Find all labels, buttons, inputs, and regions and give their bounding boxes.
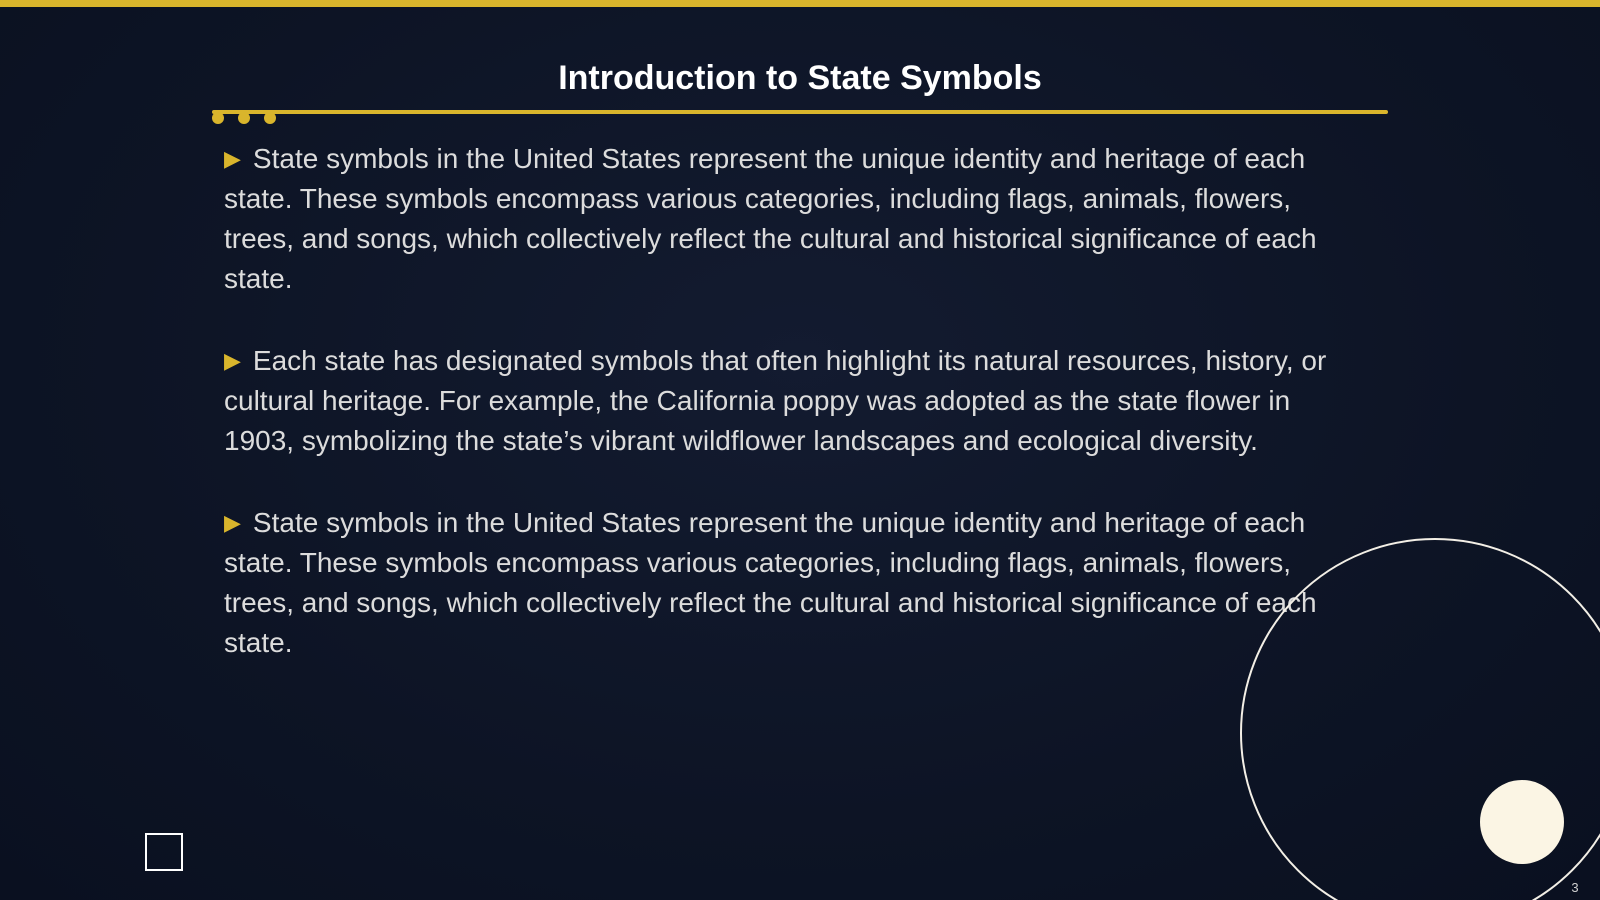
bullet-item xyxy=(224,503,1354,663)
triangle-right-icon: ▶ xyxy=(224,510,241,535)
bullet-item xyxy=(224,139,1354,299)
slide-title: Introduction to State Symbols xyxy=(558,59,1042,97)
decorative-dot xyxy=(238,112,250,124)
bullet-item xyxy=(224,341,1354,461)
title-underline xyxy=(212,110,1388,114)
triangle-right-icon: ▶ xyxy=(224,146,241,171)
bullet-text: Each state has designated symbols that often highlight its natural resources, history, or cultural heritage. For example, the California poppy was adopted as the state flower in 1903, symbolizing the state’s vibrant wildflower landscapes and ecological diversity. xyxy=(224,345,1327,456)
decorative-dot xyxy=(212,112,224,124)
top-accent-bar xyxy=(0,0,1600,7)
decorative-square xyxy=(145,833,183,871)
bullet-text: State symbols in the United States represent the unique identity and heritage of each state. These symbols encompass various categories, including flags, animals, flowers, trees, and songs, which collectively reflect the cultural and historical significance of each state. xyxy=(224,143,1317,294)
decorative-disc xyxy=(1480,780,1564,864)
triangle-right-icon: ▶ xyxy=(224,348,241,373)
bullet-text: State symbols in the United States represent the unique identity and heritage of each state. These symbols encompass various categories, including flags, animals, flowers, trees, and songs, which collectively reflect the cultural and historical significance of each state. xyxy=(224,507,1317,658)
decorative-dot xyxy=(264,112,276,124)
bullet-list xyxy=(224,139,1354,705)
page-number: 3 xyxy=(1571,880,1579,895)
